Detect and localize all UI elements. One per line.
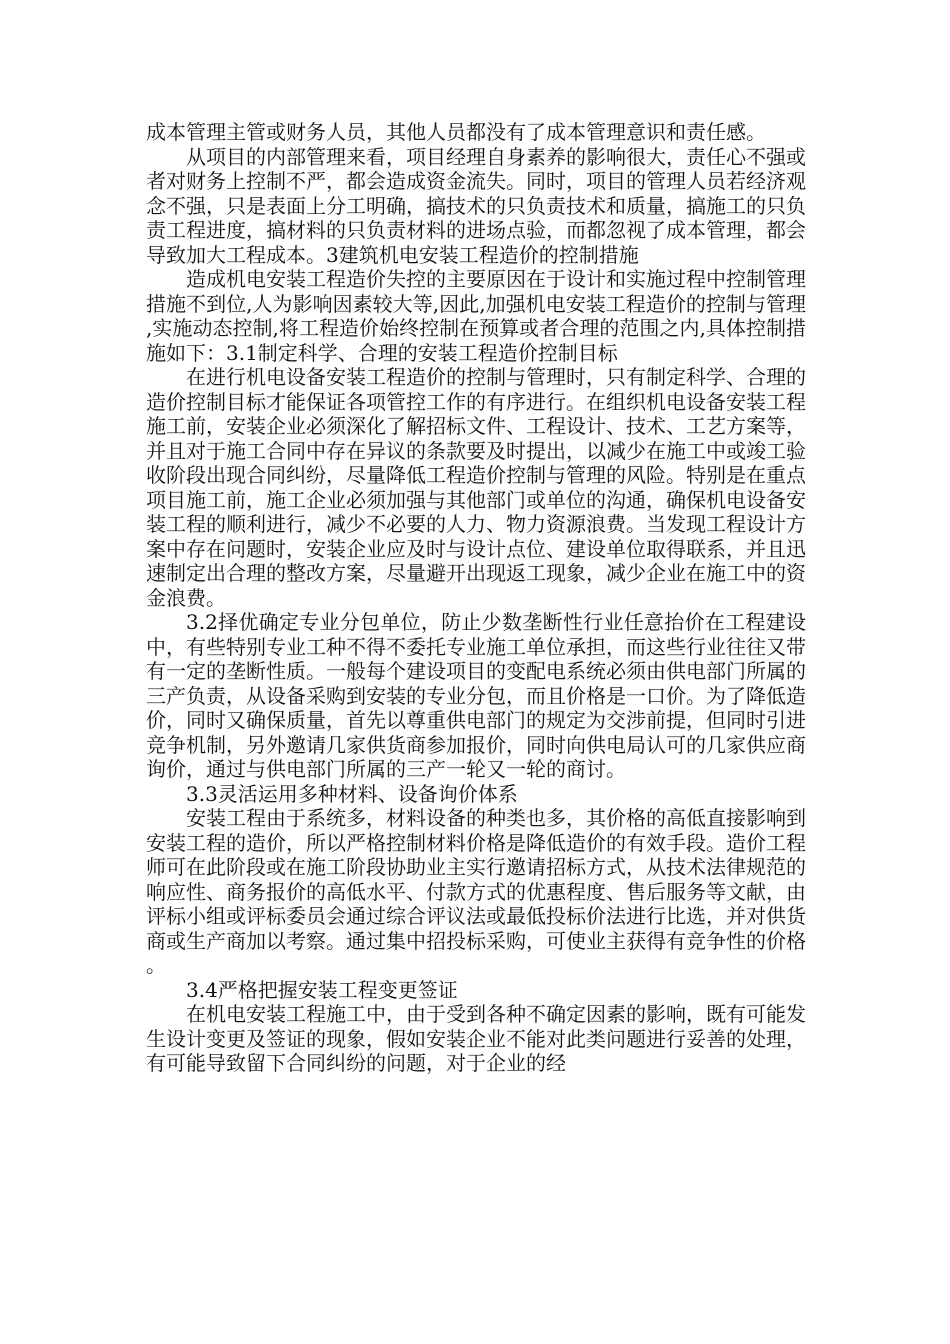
paragraph-internal-management: 从项目的内部管理来看，项目经理自身素养的影响很大，责任心不强或者对财务上控制不严，都会造成资金流失。同时，项目的管理人员若经济观念不强，只是表面上分工明确，搞技术的只负责技术和质量，搞施工的只负责工程进度，搞材料的只负责材料的进场点验，而都忽视了成本管理，都会导致加大工程成本。3建筑机电安装工程造价的控制措施	[146, 144, 806, 267]
document-page	[146, 120, 806, 1076]
paragraph-material-pricing: 安装工程由于系统多，材料设备的种类也多，其价格的高低直接影响到安装工程的造价，所以严格控制材料价格是降低造价的有效手段。造价工程师可在此阶段或在施工阶段协助业主实行邀请招标方式，从技术法律规范的响应性、商务报价的高低水平、付款方式的优惠程度、售后服务等文献，由评标小组或评标委员会通过综合评议法或最低投标价法进行比选，并对供货商或生产商加以考察。通过集中招投标采购，可使业主获得有竞争性的价格。	[146, 806, 806, 977]
paragraph-change-visa: 在机电安装工程施工中，由于受到各种不确定因素的影响，既有可能发生设计变更及签证的现象，假如安装企业不能对此类问题进行妥善的处理，有可能导致留下合同纠纷的问题，对于企业的经	[146, 1002, 806, 1075]
paragraph-cost-management-awareness: 成本管理主管或财务人员，其他人员都没有了成本管理意识和责任感。	[146, 120, 766, 144]
paragraph-control-targets: 在进行机电设备安装工程造价的控制与管理时，只有制定科学、合理的造价控制目标才能保证各项管控工作的有序进行。在组织机电设备安装工程施工前，安装企业必须深化了解招标文件、工程设计、技术、工艺方案等，并且对于施工合同中存在异议的条款要及时提出，以减少在施工中或竣工验收阶段出现合同纠纷，尽量降低工程造价控制与管理的风险。特别是在重点项目施工前，施工企业必须加强与其他部门或单位的沟通，确保机电设备安装工程的顺利进行，减少不必要的人力、物力资源浪费。当发现工程设计方案中存在问题时，安装企业应及时与设计点位、建设单位取得联系，并且迅速制定出合理的整改方案，尽量避开出现返工现象，减少企业在施工中的资金浪费。	[146, 365, 806, 610]
paragraph-subcontractor-selection: 3.2择优确定专业分包单位，防止少数垄断性行业任意抬价在工程建设中，有些特别专业工种不得不委托专业施工单位承担，而这些行业往往又带有一定的垄断性质。一般每个建设项目的变配电系统必须由供电部门所属的三产负责，从设备采购到安装的专业分包，而且价格是一口价。为了降低造价，同时又确保质量，首先以尊重供电部门的规定为交涉前提，但同时引进竞争机制，另外邀请几家供货商参加报价，同时向供电局认可的几家供应商询价，通过与供电部门所属的三产一轮又一轮的商讨。	[146, 610, 806, 781]
section-heading-3-4: 3.4严格把握安装工程变更签证	[186, 977, 458, 1002]
paragraph-control-measures: 造成机电安装工程造价失控的主要原因在于设计和实施过程中控制管理措施不到位,人为影响因素较大等,因此,加强机电安装工程造价的控制与管理,实施动态控制,将工程造价始终控制在预算或者合理的范围之内,具体控制措施如下：3.1制定科学、合理的安装工程造价控制目标	[146, 267, 806, 365]
section-heading-3-3: 3.3灵活运用多种材料、设备询价体系	[186, 781, 518, 806]
